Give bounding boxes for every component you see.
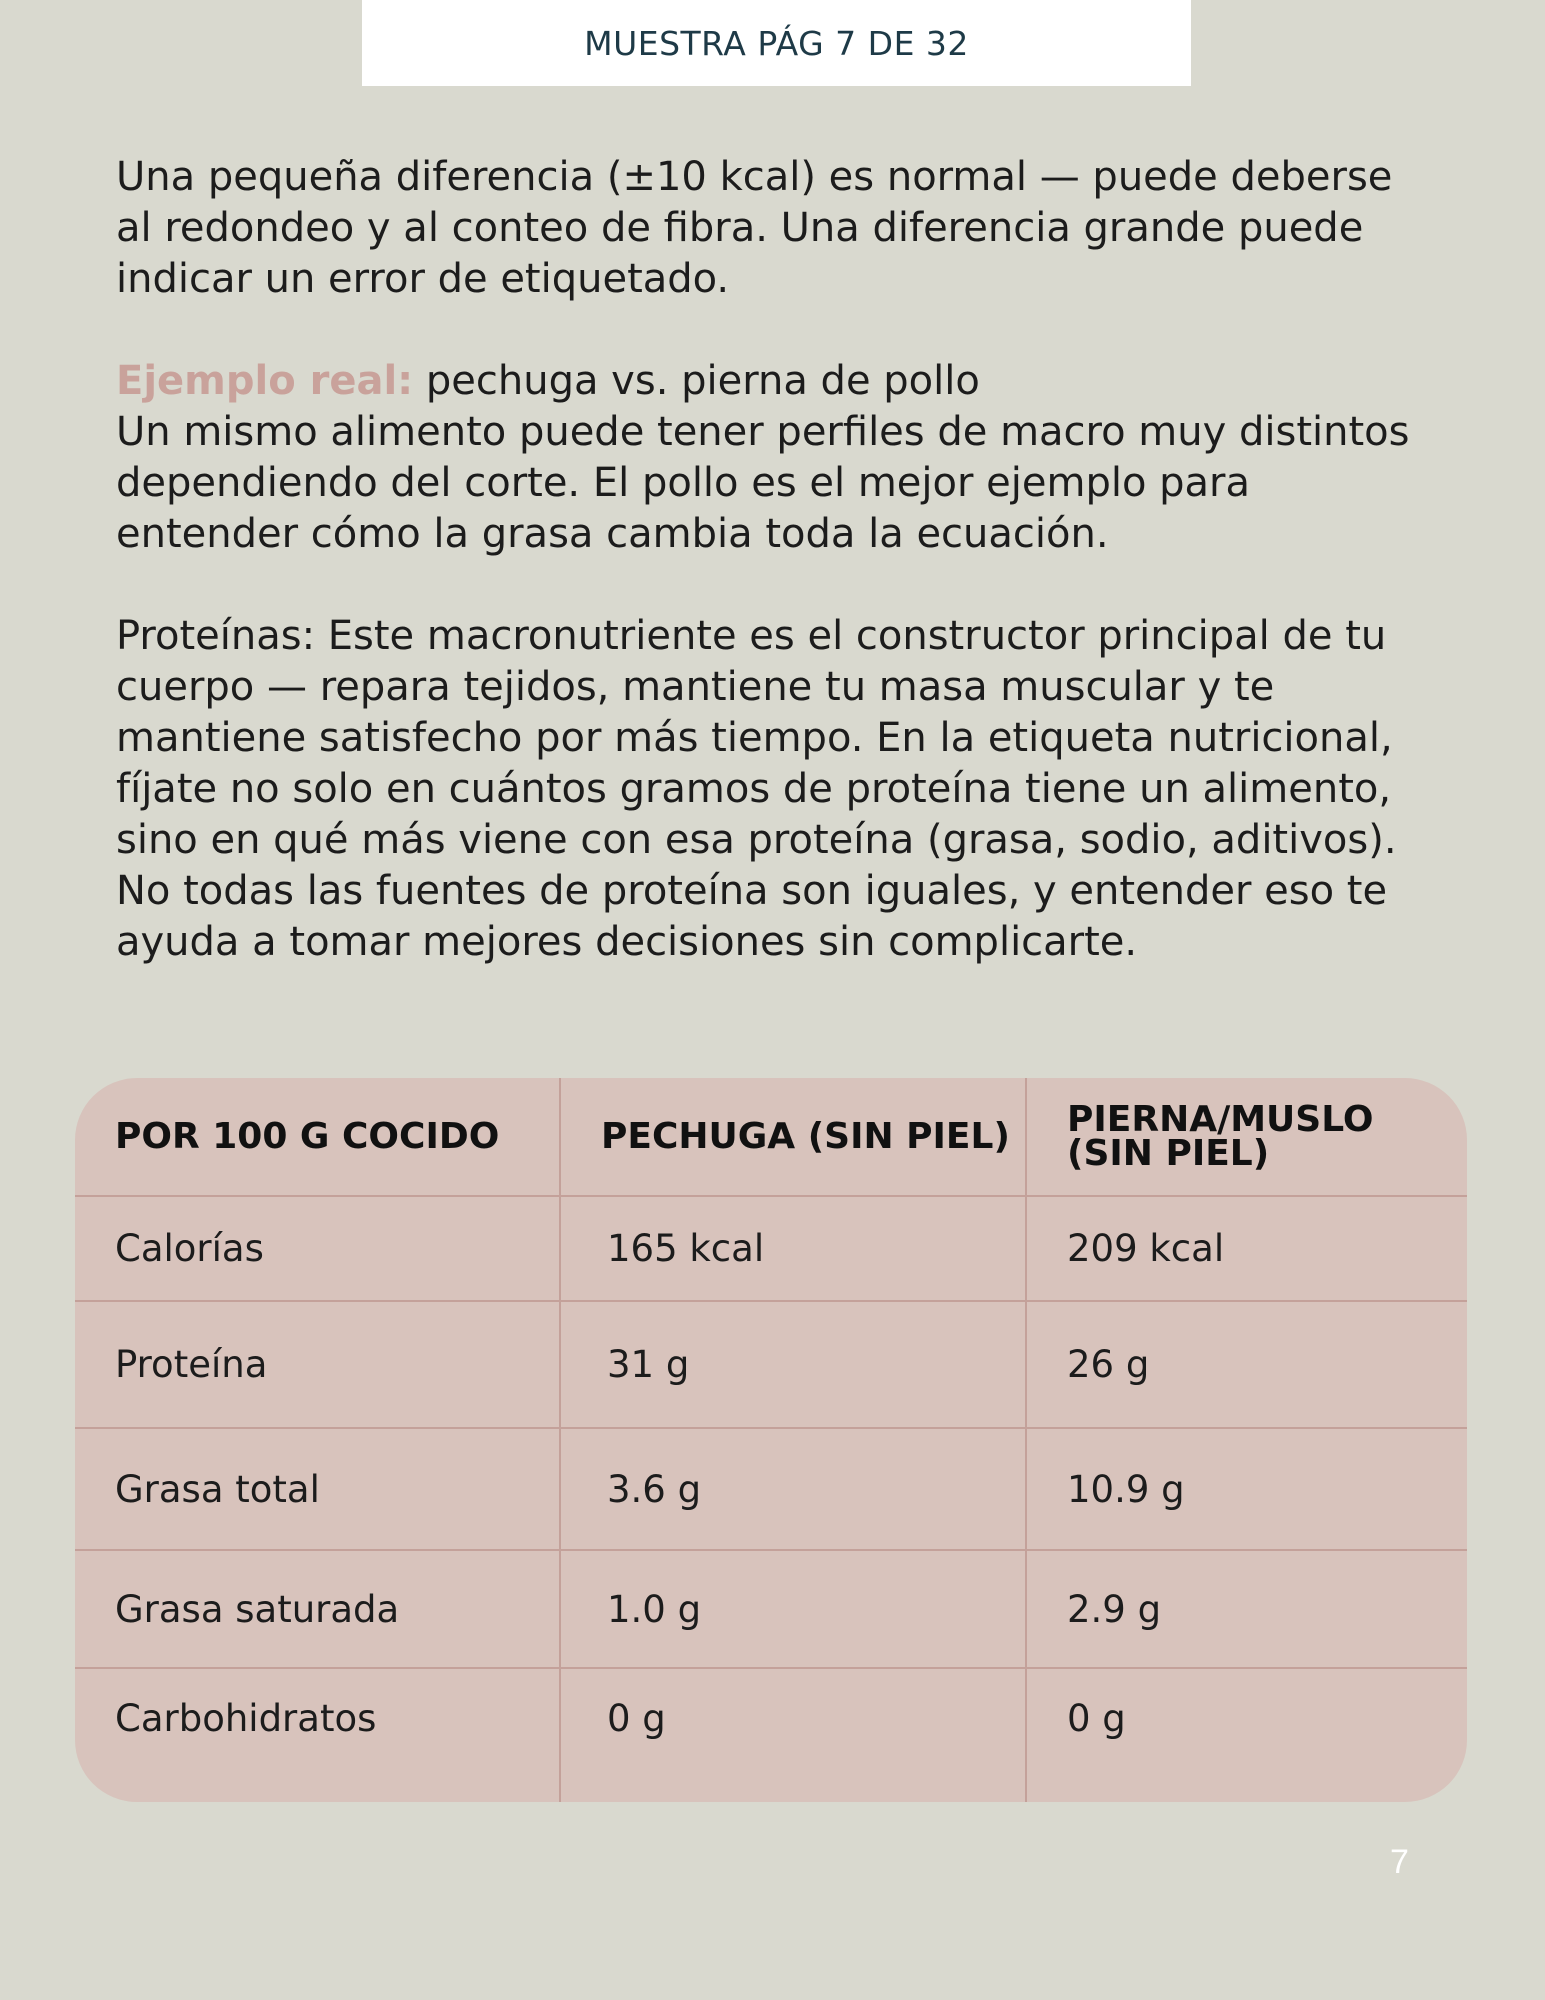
table-row <box>75 1196 1467 1301</box>
page-number: 7 <box>1390 1843 1409 1881</box>
row-label: Grasa saturada <box>75 1550 560 1668</box>
sample-page-label: MUESTRA PÁG 7 DE 32 <box>584 23 969 63</box>
table-header-row <box>75 1078 1467 1196</box>
table-row <box>75 1550 1467 1668</box>
row-label: Grasa total <box>75 1428 560 1550</box>
header-thigh: PIERNA/MUSLO (SIN PIEL) <box>1026 1078 1467 1196</box>
breast-value: 31 g <box>560 1301 1026 1428</box>
header-breast: PECHUGA (SIN PIEL) <box>560 1078 1026 1196</box>
breast-value: 0 g <box>560 1668 1026 1802</box>
table-row <box>75 1428 1467 1550</box>
table-row <box>75 1301 1467 1428</box>
rounding-note-paragraph: Una pequeña diferencia (±10 kcal) es normal — puede deberse al redondeo y al conteo de fibra. Una diferencia grande puede indicar un error de etiquetado. <box>116 154 1393 302</box>
thigh-value: 10.9 g <box>1026 1428 1467 1550</box>
breast-value: 1.0 g <box>560 1550 1026 1668</box>
proteins-paragraph: Proteínas: Este macronutriente es el constructor principal de tu cuerpo — repara tejidos, mantiene tu masa muscular y te mantiene satisfecho por más tiempo. En la etiqueta nutricional, fíjate no solo en cuántos gramos de proteína tiene un alimento, sino en qué más viene con esa proteína (grasa, sodio, aditivos). No todas las fuentes de proteína son iguales, y entender eso te ayuda a tomar mejores decisiones sin complicarte. <box>116 613 1397 965</box>
example-label: Ejemplo real: <box>116 358 414 404</box>
table-row <box>75 1668 1467 1802</box>
chicken-cuts-paragraph: Un mismo alimento puede tener perfiles de macro muy distintos dependiendo del corte. El pollo es el mejor ejemplo para entender cómo la grasa cambia toda la ecuación. <box>116 409 1410 557</box>
thigh-value: 209 kcal <box>1026 1196 1467 1301</box>
page-header-banner <box>362 0 1191 86</box>
example-title: pechuga vs. pierna de pollo <box>413 358 980 404</box>
header-serving: POR 100 G COCIDO <box>115 1115 500 1157</box>
main-content <box>116 152 1436 968</box>
row-label: Proteína <box>75 1301 560 1428</box>
example-heading <box>116 356 1436 407</box>
thigh-value: 2.9 g <box>1026 1550 1467 1668</box>
breast-value: 165 kcal <box>560 1196 1026 1301</box>
breast-value: 3.6 g <box>560 1428 1026 1550</box>
thigh-value: 26 g <box>1026 1301 1467 1428</box>
thigh-value: 0 g <box>1026 1668 1467 1802</box>
nutrition-comparison-table <box>75 1078 1467 1802</box>
row-label: Carbohidratos <box>75 1668 560 1802</box>
row-label: Calorías <box>75 1196 560 1301</box>
